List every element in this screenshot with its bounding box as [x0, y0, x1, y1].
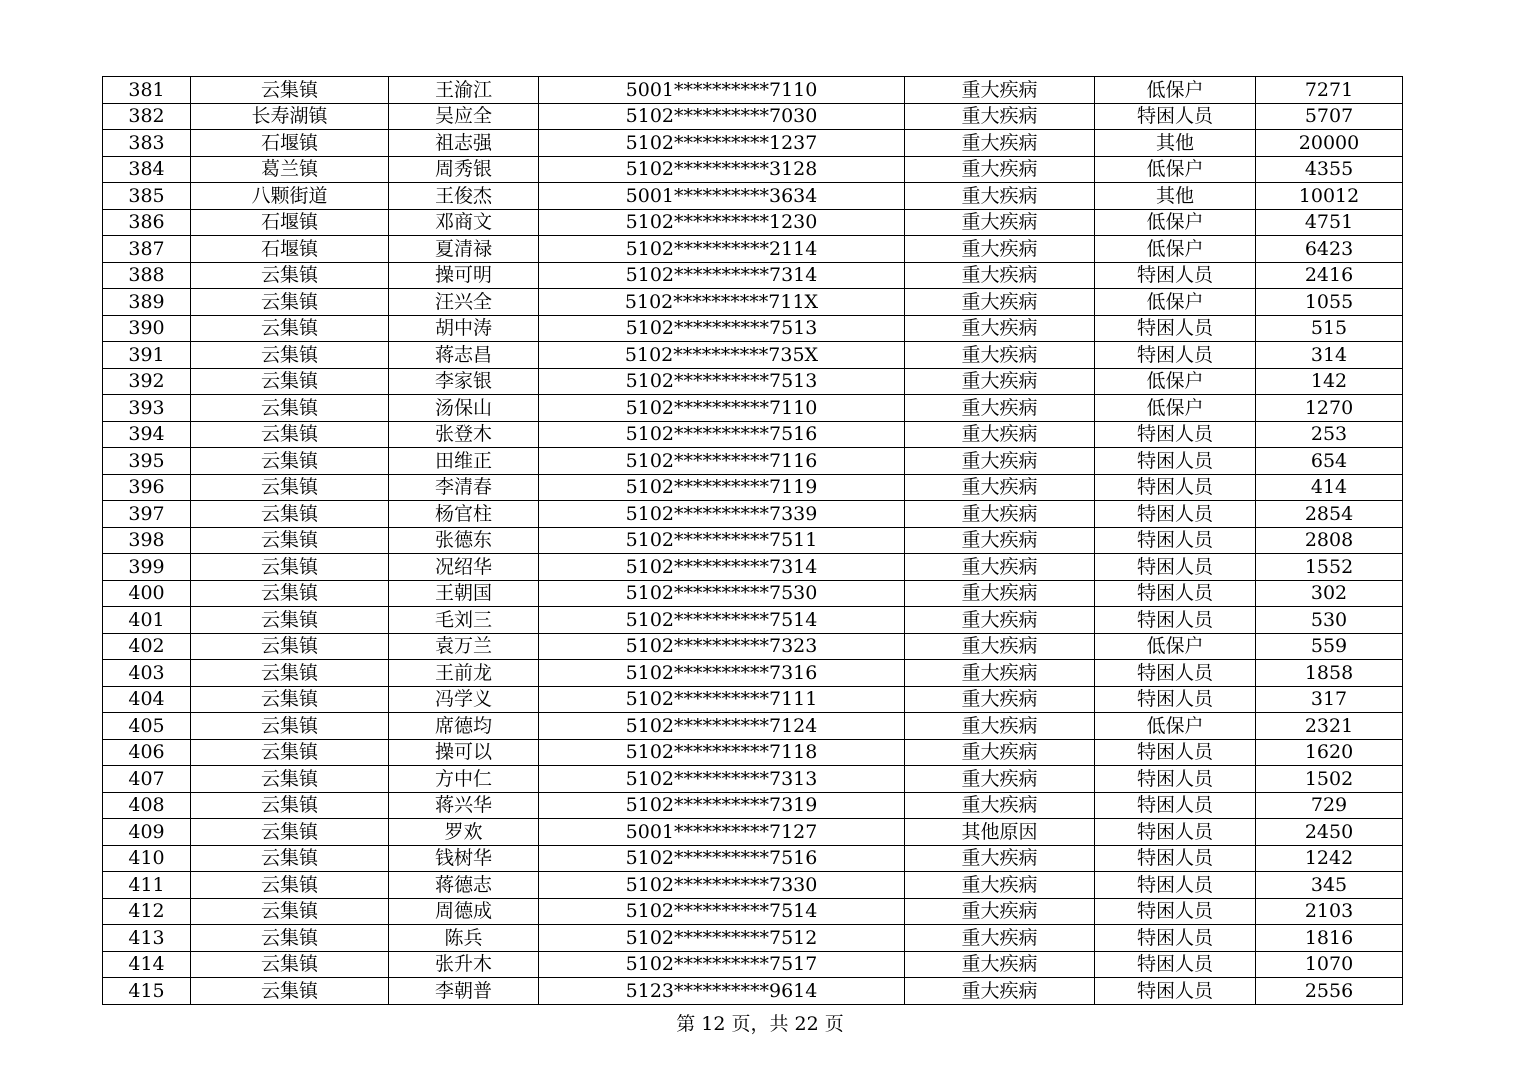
row-number-cell: 402	[103, 633, 191, 660]
id-number-cell: 5102**********3128	[539, 156, 905, 183]
amount-cell: 7271	[1256, 77, 1403, 104]
table-row	[103, 77, 1403, 104]
id-number-cell: 5102**********7111	[539, 686, 905, 713]
town-cell: 云集镇	[191, 421, 389, 448]
id-number-cell: 5102**********2114	[539, 236, 905, 263]
row-number-cell: 386	[103, 209, 191, 236]
person-name-cell: 冯学义	[389, 686, 539, 713]
table-row	[103, 872, 1403, 899]
reason-cell: 重大疾病	[905, 713, 1095, 740]
town-cell: 石堰镇	[191, 130, 389, 157]
town-cell: 云集镇	[191, 607, 389, 634]
category-cell: 特困人员	[1095, 819, 1256, 846]
row-number-cell: 395	[103, 448, 191, 475]
reason-cell: 重大疾病	[905, 342, 1095, 369]
table-row	[103, 395, 1403, 422]
table-row	[103, 633, 1403, 660]
row-number-cell: 384	[103, 156, 191, 183]
row-number-cell: 387	[103, 236, 191, 263]
amount-cell: 5707	[1256, 103, 1403, 130]
category-cell: 特困人员	[1095, 448, 1256, 475]
id-number-cell: 5102**********711X	[539, 289, 905, 316]
id-number-cell: 5102**********7116	[539, 448, 905, 475]
reason-cell: 重大疾病	[905, 209, 1095, 236]
table-row	[103, 368, 1403, 395]
town-cell: 葛兰镇	[191, 156, 389, 183]
town-cell: 云集镇	[191, 898, 389, 925]
category-cell: 特困人员	[1095, 315, 1256, 342]
row-number-cell: 399	[103, 554, 191, 581]
row-number-cell: 394	[103, 421, 191, 448]
category-cell: 特困人员	[1095, 660, 1256, 687]
id-number-cell: 5102**********7314	[539, 554, 905, 581]
category-cell: 低保户	[1095, 633, 1256, 660]
id-number-cell: 5102**********7517	[539, 951, 905, 978]
id-number-cell: 5102**********7530	[539, 580, 905, 607]
person-name-cell: 陈兵	[389, 925, 539, 952]
category-cell: 低保户	[1095, 395, 1256, 422]
row-number-cell: 398	[103, 527, 191, 554]
category-cell: 特困人员	[1095, 103, 1256, 130]
town-cell: 云集镇	[191, 978, 389, 1005]
person-name-cell: 王渝江	[389, 77, 539, 104]
town-cell: 石堰镇	[191, 236, 389, 263]
category-cell: 低保户	[1095, 77, 1256, 104]
id-number-cell: 5102**********7119	[539, 474, 905, 501]
category-cell: 特困人员	[1095, 951, 1256, 978]
category-cell: 其他	[1095, 183, 1256, 210]
person-name-cell: 蒋德志	[389, 872, 539, 899]
person-name-cell: 吴应全	[389, 103, 539, 130]
table-row	[103, 686, 1403, 713]
row-number-cell: 411	[103, 872, 191, 899]
reason-cell: 重大疾病	[905, 872, 1095, 899]
category-cell: 低保户	[1095, 236, 1256, 263]
person-name-cell: 操可以	[389, 739, 539, 766]
reason-cell: 重大疾病	[905, 236, 1095, 263]
table-row	[103, 713, 1403, 740]
id-number-cell: 5102**********7319	[539, 792, 905, 819]
category-cell: 特困人员	[1095, 554, 1256, 581]
person-name-cell: 王俊杰	[389, 183, 539, 210]
amount-cell: 2450	[1256, 819, 1403, 846]
reason-cell: 重大疾病	[905, 501, 1095, 528]
category-cell: 特困人员	[1095, 898, 1256, 925]
row-number-cell: 407	[103, 766, 191, 793]
reason-cell: 重大疾病	[905, 395, 1095, 422]
reason-cell: 重大疾病	[905, 633, 1095, 660]
person-name-cell: 王朝国	[389, 580, 539, 607]
category-cell: 低保户	[1095, 156, 1256, 183]
amount-cell: 142	[1256, 368, 1403, 395]
id-number-cell: 5102**********7330	[539, 872, 905, 899]
category-cell: 特困人员	[1095, 607, 1256, 634]
person-name-cell: 李家银	[389, 368, 539, 395]
reason-cell: 重大疾病	[905, 315, 1095, 342]
town-cell: 云集镇	[191, 819, 389, 846]
person-name-cell: 蒋兴华	[389, 792, 539, 819]
reason-cell: 重大疾病	[905, 130, 1095, 157]
table-row	[103, 236, 1403, 263]
person-name-cell: 田维正	[389, 448, 539, 475]
amount-cell: 654	[1256, 448, 1403, 475]
row-number-cell: 396	[103, 474, 191, 501]
town-cell: 云集镇	[191, 315, 389, 342]
table-row	[103, 289, 1403, 316]
amount-cell: 559	[1256, 633, 1403, 660]
reason-cell: 重大疾病	[905, 448, 1095, 475]
amount-cell: 2854	[1256, 501, 1403, 528]
reason-cell: 重大疾病	[905, 262, 1095, 289]
id-number-cell: 5102**********1237	[539, 130, 905, 157]
row-number-cell: 408	[103, 792, 191, 819]
table-row	[103, 103, 1403, 130]
category-cell: 特困人员	[1095, 262, 1256, 289]
category-cell: 特困人员	[1095, 342, 1256, 369]
data-table	[102, 76, 1403, 1005]
amount-cell: 6423	[1256, 236, 1403, 263]
person-name-cell: 杨官柱	[389, 501, 539, 528]
category-cell: 特困人员	[1095, 766, 1256, 793]
id-number-cell: 5102**********7512	[539, 925, 905, 952]
person-name-cell: 袁万兰	[389, 633, 539, 660]
town-cell: 云集镇	[191, 660, 389, 687]
amount-cell: 2321	[1256, 713, 1403, 740]
row-number-cell: 389	[103, 289, 191, 316]
id-number-cell: 5102**********7514	[539, 898, 905, 925]
amount-cell: 2556	[1256, 978, 1403, 1005]
id-number-cell: 5102**********7339	[539, 501, 905, 528]
table-row	[103, 607, 1403, 634]
town-cell: 云集镇	[191, 501, 389, 528]
row-number-cell: 383	[103, 130, 191, 157]
town-cell: 云集镇	[191, 739, 389, 766]
table-row	[103, 130, 1403, 157]
category-cell: 特困人员	[1095, 501, 1256, 528]
table-row	[103, 262, 1403, 289]
category-cell: 特困人员	[1095, 421, 1256, 448]
town-cell: 八颗街道	[191, 183, 389, 210]
town-cell: 云集镇	[191, 580, 389, 607]
table-row	[103, 448, 1403, 475]
town-cell: 云集镇	[191, 395, 389, 422]
amount-cell: 1070	[1256, 951, 1403, 978]
category-cell: 特困人员	[1095, 792, 1256, 819]
reason-cell: 重大疾病	[905, 421, 1095, 448]
id-number-cell: 5102**********7511	[539, 527, 905, 554]
amount-cell: 1620	[1256, 739, 1403, 766]
reason-cell: 重大疾病	[905, 580, 1095, 607]
person-name-cell: 邓商文	[389, 209, 539, 236]
category-cell: 特困人员	[1095, 872, 1256, 899]
id-number-cell: 5102**********7314	[539, 262, 905, 289]
amount-cell: 515	[1256, 315, 1403, 342]
row-number-cell: 415	[103, 978, 191, 1005]
id-number-cell: 5001**********7110	[539, 77, 905, 104]
row-number-cell: 382	[103, 103, 191, 130]
category-cell: 其他	[1095, 130, 1256, 157]
row-number-cell: 391	[103, 342, 191, 369]
table-row	[103, 660, 1403, 687]
table-row	[103, 315, 1403, 342]
reason-cell: 重大疾病	[905, 527, 1095, 554]
amount-cell: 302	[1256, 580, 1403, 607]
row-number-cell: 412	[103, 898, 191, 925]
category-cell: 特困人员	[1095, 686, 1256, 713]
row-number-cell: 390	[103, 315, 191, 342]
amount-cell: 2416	[1256, 262, 1403, 289]
table-row	[103, 898, 1403, 925]
person-name-cell: 席德均	[389, 713, 539, 740]
id-number-cell: 5102**********7030	[539, 103, 905, 130]
table-row	[103, 792, 1403, 819]
row-number-cell: 385	[103, 183, 191, 210]
person-name-cell: 毛刘三	[389, 607, 539, 634]
reason-cell: 重大疾病	[905, 289, 1095, 316]
row-number-cell: 406	[103, 739, 191, 766]
page-footer: 第 12 页，共 22 页	[676, 1013, 844, 1035]
amount-cell: 1502	[1256, 766, 1403, 793]
row-number-cell: 400	[103, 580, 191, 607]
id-number-cell: 5102**********7118	[539, 739, 905, 766]
person-name-cell: 李朝普	[389, 978, 539, 1005]
person-name-cell: 王前龙	[389, 660, 539, 687]
town-cell: 云集镇	[191, 951, 389, 978]
amount-cell: 1270	[1256, 395, 1403, 422]
town-cell: 云集镇	[191, 77, 389, 104]
town-cell: 云集镇	[191, 872, 389, 899]
town-cell: 云集镇	[191, 342, 389, 369]
town-cell: 云集镇	[191, 766, 389, 793]
reason-cell: 重大疾病	[905, 739, 1095, 766]
id-number-cell: 5001**********7127	[539, 819, 905, 846]
id-number-cell: 5102**********7516	[539, 421, 905, 448]
person-name-cell: 张升木	[389, 951, 539, 978]
reason-cell: 重大疾病	[905, 474, 1095, 501]
amount-cell: 345	[1256, 872, 1403, 899]
id-number-cell: 5102**********7514	[539, 607, 905, 634]
amount-cell: 253	[1256, 421, 1403, 448]
amount-cell: 10012	[1256, 183, 1403, 210]
reason-cell: 重大疾病	[905, 607, 1095, 634]
category-cell: 低保户	[1095, 289, 1256, 316]
person-name-cell: 蒋志昌	[389, 342, 539, 369]
amount-cell: 414	[1256, 474, 1403, 501]
person-name-cell: 汪兴全	[389, 289, 539, 316]
category-cell: 特困人员	[1095, 978, 1256, 1005]
table-row	[103, 978, 1403, 1005]
amount-cell: 1858	[1256, 660, 1403, 687]
person-name-cell: 张德东	[389, 527, 539, 554]
id-number-cell: 5102**********7124	[539, 713, 905, 740]
category-cell: 特困人员	[1095, 739, 1256, 766]
person-name-cell: 方中仁	[389, 766, 539, 793]
town-cell: 云集镇	[191, 527, 389, 554]
id-number-cell: 5102**********7513	[539, 368, 905, 395]
row-number-cell: 413	[103, 925, 191, 952]
table-row	[103, 819, 1403, 846]
id-number-cell: 5102**********7323	[539, 633, 905, 660]
table-row	[103, 209, 1403, 236]
person-name-cell: 胡中涛	[389, 315, 539, 342]
category-cell: 特困人员	[1095, 925, 1256, 952]
table-row	[103, 421, 1403, 448]
amount-cell: 317	[1256, 686, 1403, 713]
category-cell: 低保户	[1095, 368, 1256, 395]
category-cell: 低保户	[1095, 209, 1256, 236]
reason-cell: 重大疾病	[905, 792, 1095, 819]
reason-cell: 重大疾病	[905, 951, 1095, 978]
reason-cell: 重大疾病	[905, 660, 1095, 687]
reason-cell: 重大疾病	[905, 156, 1095, 183]
row-number-cell: 393	[103, 395, 191, 422]
id-number-cell: 5123**********9614	[539, 978, 905, 1005]
category-cell: 低保户	[1095, 713, 1256, 740]
person-name-cell: 李清春	[389, 474, 539, 501]
amount-cell: 1242	[1256, 845, 1403, 872]
town-cell: 云集镇	[191, 686, 389, 713]
table-row	[103, 554, 1403, 581]
town-cell: 云集镇	[191, 713, 389, 740]
amount-cell: 4355	[1256, 156, 1403, 183]
row-number-cell: 409	[103, 819, 191, 846]
reason-cell: 重大疾病	[905, 103, 1095, 130]
town-cell: 长寿湖镇	[191, 103, 389, 130]
town-cell: 云集镇	[191, 554, 389, 581]
table-row	[103, 183, 1403, 210]
person-name-cell: 汤保山	[389, 395, 539, 422]
id-number-cell: 5102**********7513	[539, 315, 905, 342]
amount-cell: 314	[1256, 342, 1403, 369]
reason-cell: 重大疾病	[905, 554, 1095, 581]
table-body	[103, 77, 1403, 1005]
row-number-cell: 405	[103, 713, 191, 740]
amount-cell: 729	[1256, 792, 1403, 819]
table-row	[103, 951, 1403, 978]
town-cell: 云集镇	[191, 368, 389, 395]
row-number-cell: 401	[103, 607, 191, 634]
row-number-cell: 388	[103, 262, 191, 289]
table-row	[103, 527, 1403, 554]
row-number-cell: 404	[103, 686, 191, 713]
category-cell: 特困人员	[1095, 474, 1256, 501]
reason-cell: 重大疾病	[905, 77, 1095, 104]
person-name-cell: 操可明	[389, 262, 539, 289]
id-number-cell: 5102**********735X	[539, 342, 905, 369]
table-row	[103, 580, 1403, 607]
table-row	[103, 739, 1403, 766]
table-row	[103, 342, 1403, 369]
reason-cell: 重大疾病	[905, 978, 1095, 1005]
person-name-cell: 张登木	[389, 421, 539, 448]
amount-cell: 4751	[1256, 209, 1403, 236]
reason-cell: 其他原因	[905, 819, 1095, 846]
amount-cell: 530	[1256, 607, 1403, 634]
row-number-cell: 397	[103, 501, 191, 528]
reason-cell: 重大疾病	[905, 183, 1095, 210]
person-name-cell: 祖志强	[389, 130, 539, 157]
table-row	[103, 845, 1403, 872]
town-cell: 云集镇	[191, 925, 389, 952]
amount-cell: 1552	[1256, 554, 1403, 581]
town-cell: 云集镇	[191, 633, 389, 660]
town-cell: 云集镇	[191, 448, 389, 475]
id-number-cell: 5001**********3634	[539, 183, 905, 210]
amount-cell: 1816	[1256, 925, 1403, 952]
town-cell: 云集镇	[191, 845, 389, 872]
person-name-cell: 周秀银	[389, 156, 539, 183]
reason-cell: 重大疾病	[905, 368, 1095, 395]
table-row	[103, 474, 1403, 501]
reason-cell: 重大疾病	[905, 766, 1095, 793]
person-name-cell: 钱树华	[389, 845, 539, 872]
amount-cell: 20000	[1256, 130, 1403, 157]
town-cell: 石堰镇	[191, 209, 389, 236]
town-cell: 云集镇	[191, 792, 389, 819]
id-number-cell: 5102**********7316	[539, 660, 905, 687]
row-number-cell: 414	[103, 951, 191, 978]
category-cell: 特困人员	[1095, 527, 1256, 554]
person-name-cell: 况绍华	[389, 554, 539, 581]
id-number-cell: 5102**********7110	[539, 395, 905, 422]
person-name-cell: 周德成	[389, 898, 539, 925]
row-number-cell: 403	[103, 660, 191, 687]
town-cell: 云集镇	[191, 289, 389, 316]
row-number-cell: 392	[103, 368, 191, 395]
person-name-cell: 夏清禄	[389, 236, 539, 263]
id-number-cell: 5102**********7313	[539, 766, 905, 793]
category-cell: 特困人员	[1095, 580, 1256, 607]
town-cell: 云集镇	[191, 474, 389, 501]
amount-cell: 2103	[1256, 898, 1403, 925]
reason-cell: 重大疾病	[905, 898, 1095, 925]
table-row	[103, 156, 1403, 183]
person-name-cell: 罗欢	[389, 819, 539, 846]
reason-cell: 重大疾病	[905, 686, 1095, 713]
category-cell: 特困人员	[1095, 845, 1256, 872]
table-row	[103, 766, 1403, 793]
reason-cell: 重大疾病	[905, 845, 1095, 872]
row-number-cell: 381	[103, 77, 191, 104]
row-number-cell: 410	[103, 845, 191, 872]
town-cell: 云集镇	[191, 262, 389, 289]
amount-cell: 2808	[1256, 527, 1403, 554]
id-number-cell: 5102**********7516	[539, 845, 905, 872]
id-number-cell: 5102**********1230	[539, 209, 905, 236]
reason-cell: 重大疾病	[905, 925, 1095, 952]
table-row	[103, 925, 1403, 952]
amount-cell: 1055	[1256, 289, 1403, 316]
table-row	[103, 501, 1403, 528]
